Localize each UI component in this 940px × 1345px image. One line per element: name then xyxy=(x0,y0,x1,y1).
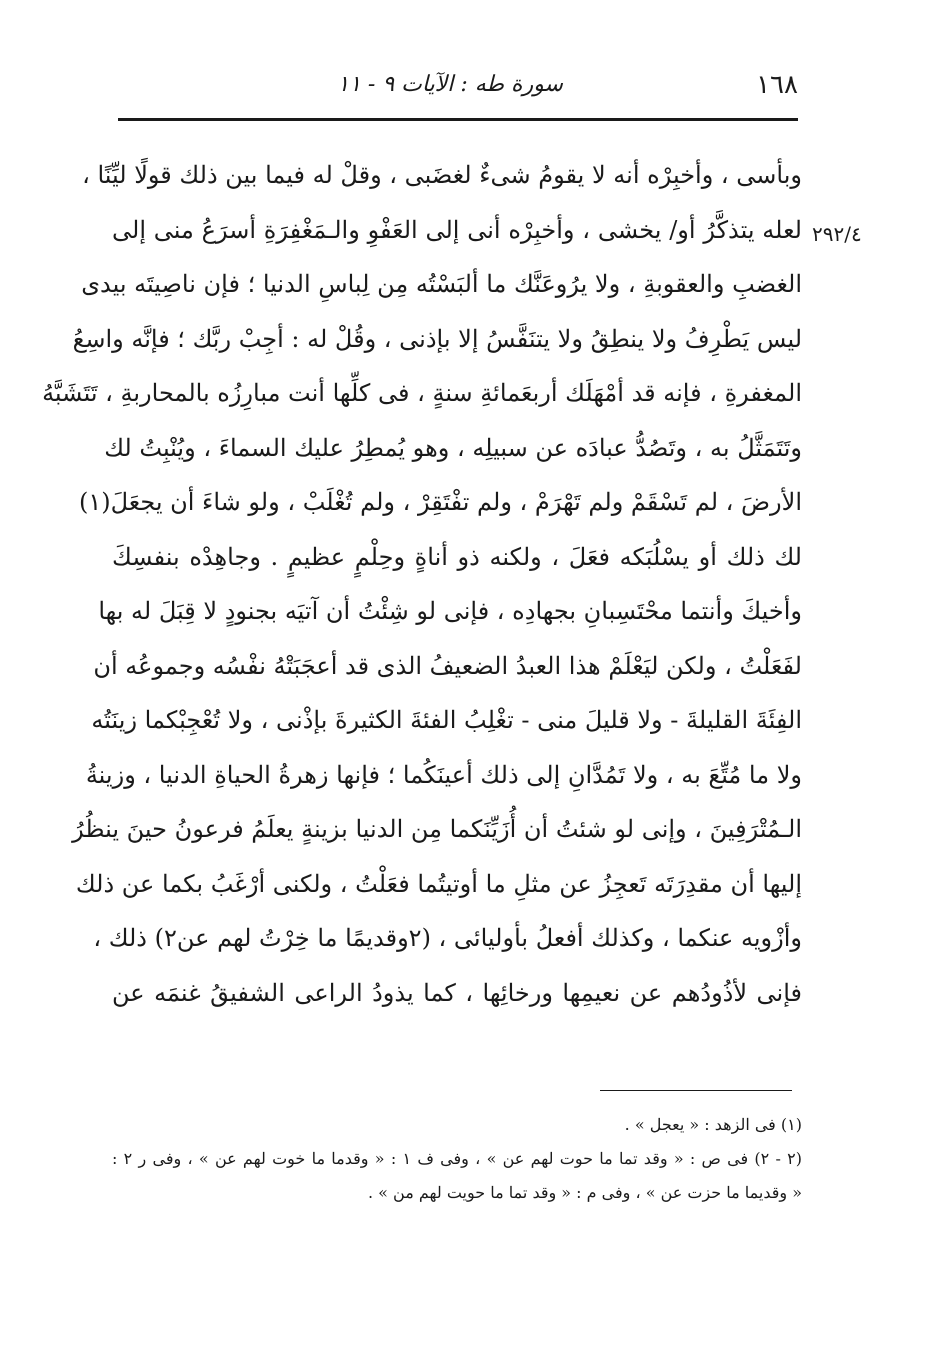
page-number: ١٦٨ xyxy=(756,70,798,100)
text-line: لعله يتذكَّرُ أو/ يخشى ، وأخبِرْه أنى إلى العَفْوِ والـمَغْفِرَةِ أسرَعُ منى إلى xyxy=(112,215,802,244)
text-line: وأخيكَ وأنتما محْتَسِبانِ بجهادِه ، فإنى لو شِئْتُ أن آتيَه بجنودٍ لا قِبَلَ له بها xyxy=(98,597,802,625)
text-line: فإنى لأذُودُهم عن نعيمِها ورخائِها ، كما يذودُ الراعى الشفيقُ غنمَه عن xyxy=(112,978,802,1007)
text-line: ولا ما مُتِّعَ به ، ولا تَمُدَّانِ إلى ذلك أعينَكُما ؛ فإنها زهرةُ الحياةِ الدنيا ، وزينةُ xyxy=(85,760,802,789)
footnote-1: (١) فى الزهد : « يعجل » . xyxy=(624,1115,802,1134)
footnote-2: (٢ - ٢) فى ص : « وقد تما ما حوت لهم عن » ، وفى ف ١ : « وقدما ما خوت لهم عن » ، وفى ر ٢ : xyxy=(112,1149,802,1168)
text-line: وأزْويه عنكما ، وكذلك أفعلُ بأوليائى ، (٢وقديمًا ما خِرْتُ لهم عن٢) ذلك ، xyxy=(93,924,802,952)
text-line: المغفرةِ ، فإنه قد أمْهَلَك أربعَمائةِ سنةٍ ، فى كلِّها أنت مبارِزُه بالمحاربةِ ، تَتَشَبَّهُ xyxy=(42,379,802,407)
text-line: إليها أن مقدِرَتَه تَعجِزُ عن مثلِ ما أوتيتُما فعَلْتُ ، ولكنى أرْغَبُ بكما عن ذلك xyxy=(75,869,802,898)
header-rule xyxy=(118,118,798,121)
page-header xyxy=(118,70,798,110)
body-text xyxy=(42,148,802,1020)
text-line: ليس يَطْرِفُ ولا ينطِقُ ولا يتنَفَّسُ إلا بإذنى ، وقُلْ له : أجِبْ ربَّك ؛ فإنَّه واسِعُ xyxy=(72,324,802,353)
text-line: الغضبِ والعقوبةِ ، ولا يرُوعَنَّك ما ألبَسْتُه مِن لِباسِ الدنيا ؛ فإن ناصِيتَه بيدى xyxy=(81,270,802,298)
text-line: الـمُتْرَفِينَ ، وإنى لو شئتُ أن أُزَيِّنَكما مِن الدنيا بزينةٍ يعلَمُ فرعونُ حينَ ينظُرُ xyxy=(72,815,802,843)
text-line: وتَتَمَثَّلُ به ، وتَصُدُّ عبادَه عن سبيلِه ، وهو يُمطِرُ عليك السماءَ ، ويُنْبِتُ لك xyxy=(104,433,802,462)
footnote-2-continued: « وقديما ما حزت عن » ، وفى م : « وقد تما ما حويت لهم من » . xyxy=(367,1183,802,1202)
text-line: الفِئَةَ القليلةَ - ولا قليلَ منى - تغْلِبُ الفئةَ الكثيرةَ بإذْنى ، ولا تُعْجِبْكما زينَتُه xyxy=(91,706,802,734)
footnote-rule xyxy=(600,1090,792,1091)
running-title: سورة طه : الآيات ٩ - ١١ xyxy=(337,72,563,97)
text-line: وبأسى ، وأخبِرْه أنه لا يقومُ شىءٌ لغضَبى ، وقلْ له فيما بين ذلك قولًا ليِّنًا ، xyxy=(82,161,802,189)
text-line: الأرضَ ، لم تَسْقَمْ ولم تَهْرَمْ ، ولم تفْتَقِرْ ، ولم تُغْلَبْ ، ولو شاءَ أن يجعَلَ(١) xyxy=(78,488,802,516)
footnotes xyxy=(112,1108,802,1210)
margin-reference: ٢٩٢/٤ xyxy=(812,222,862,246)
text-line: لك ذلك أو يسْلُبَكه فعَلَ ، ولكنه ذو أناةٍ وحِلْمٍ عظيمٍ . وجاهِدْه بنفسِكَ xyxy=(112,542,802,571)
text-line: لفَعَلْتُ ، ولكن ليَعْلَمْ هذا العبدُ الضعيفُ الذى قد أعجَبَتْهُ نفْسُه وجموعُه أن xyxy=(93,651,802,680)
